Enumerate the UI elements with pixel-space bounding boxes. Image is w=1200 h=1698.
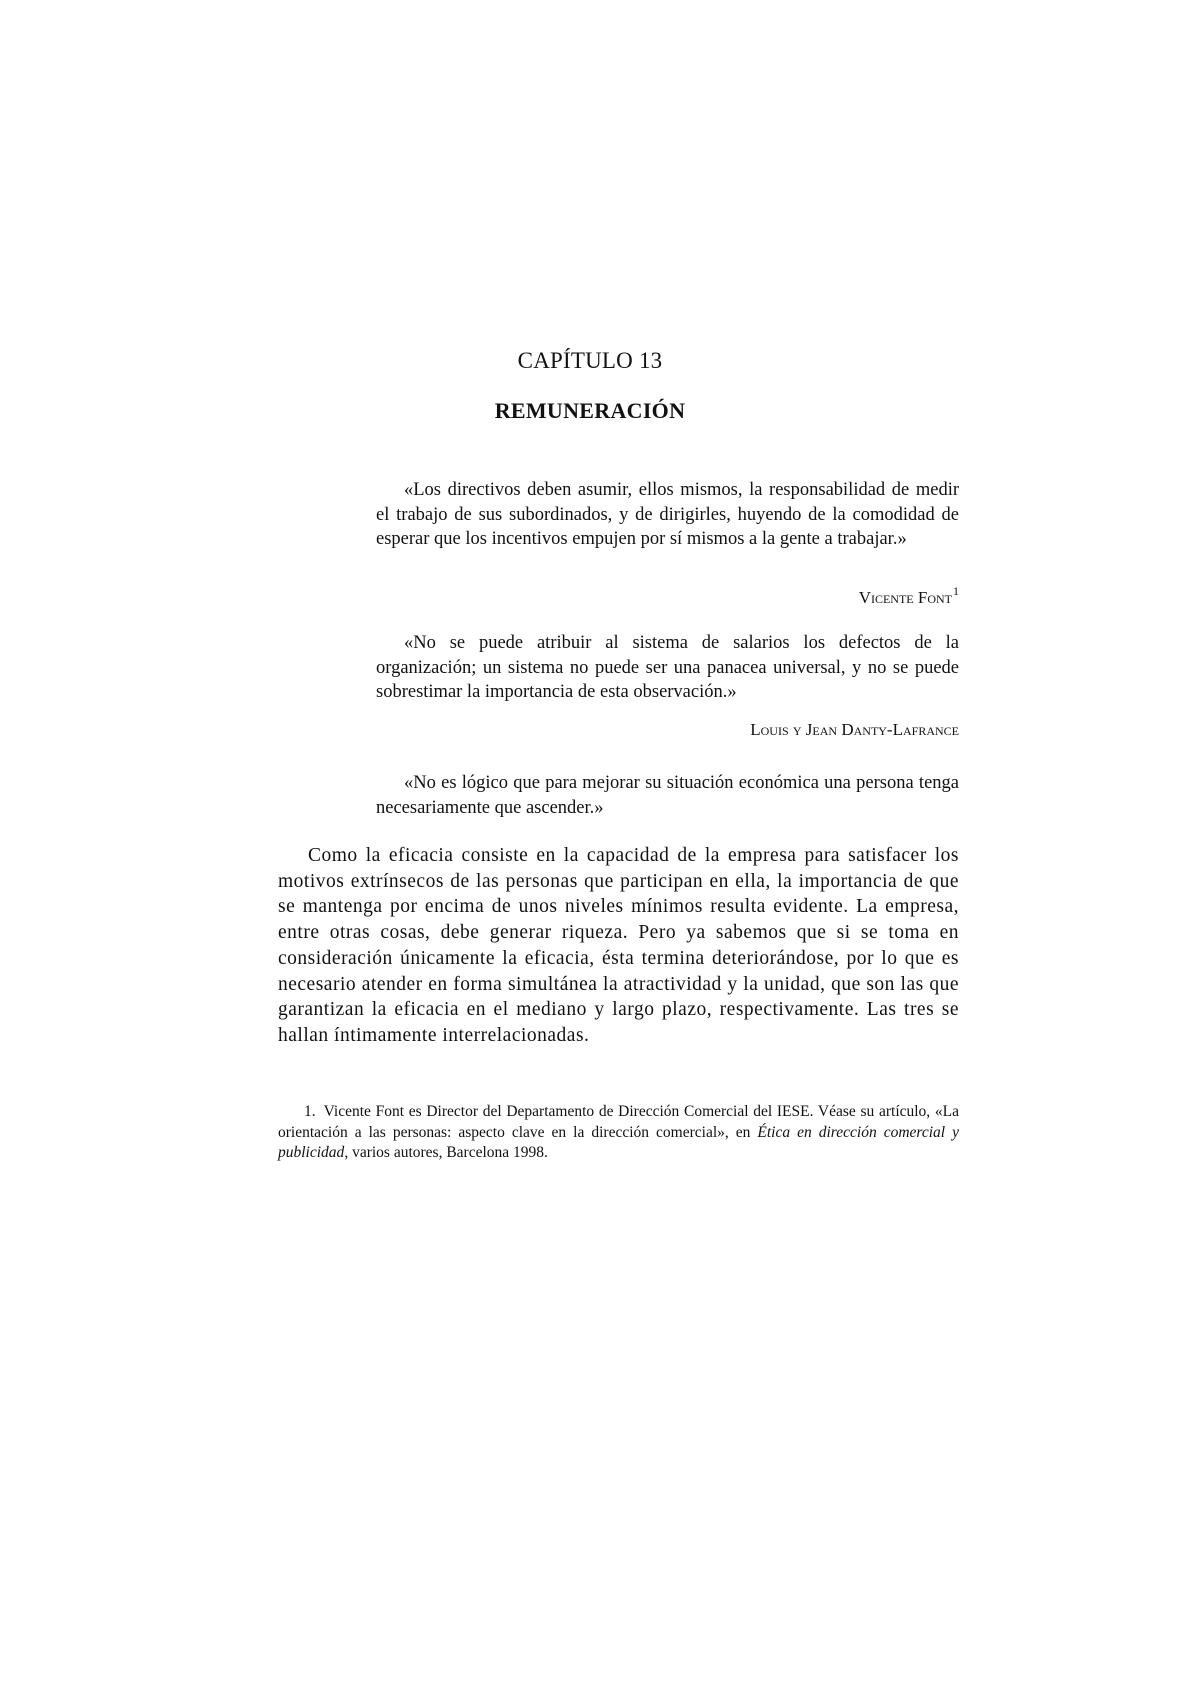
footnote-book-title: Ética en dirección comercial y publicidad [278, 1123, 959, 1161]
footnote-reference[interactable]: 1 [953, 584, 959, 598]
epigraph-author-1-name: Vicente Font [858, 588, 952, 607]
footnote-number: 1. [304, 1103, 316, 1120]
chapter-label [0, 348, 1180, 374]
chapter-label-prefix: C [517, 348, 534, 373]
epigraph-quote-3: «No es lógico que para mejorar su situación económica una persona tenga necesariamente que ascender.» [376, 773, 959, 818]
chapter-number: 13 [638, 348, 663, 373]
chapter-label-rest: APÍTULO [533, 348, 633, 373]
epigraph-quote-1: «Los directivos deben asumir, ellos mismos, la responsabilidad de medir el trabajo de sus subordinados, y de dirigirles, huyendo de la comodidad de esperar que los incentivos empujen por sí mismos a la gente a trabajar.» [376, 480, 959, 549]
epigraph-author-2: Louis y Jean Danty-Lafrance [750, 720, 959, 739]
epigraph-quote-2: «No se puede atribuir al sistema de salarios los defectos de la organización; un sistema no puede ser una panacea universal, y no se puede sobrestimar la importancia de esta observación.» [376, 633, 959, 702]
footnote-text-after: , varios autores, Barcelona 1998. [344, 1144, 548, 1161]
footnote-text-before: Vicente Font es Director del Departamento de Dirección Comercial del IESE. Véase su artículo, «La orientación a las personas: aspecto clave en la dirección comercial», en [278, 1103, 959, 1141]
chapter-title: REMUNERACIÓN [494, 398, 686, 423]
footnote [278, 1102, 959, 1164]
body-paragraph: Como la eficacia consiste en la capacidad de la empresa para satisfacer los motivos extrínsecos de las personas que participan en ella, la importancia de que se mantenga por encima de unos niveles mínimos resulta evidente. La empresa, entre otras cosas, debe generar riqueza. Pero ya sabemos que si se toma en consideración únicamente la eficacia, ésta termina deteriorándose, por lo que es necesario atender en forma simultánea la atractividad y la unidad, que son las que garantizan la eficacia en el mediano y largo plazo, respectivamente. Las tres se hallan íntimamente interrelacionadas. [278, 845, 959, 1046]
epigraph-author-1 [859, 584, 959, 608]
